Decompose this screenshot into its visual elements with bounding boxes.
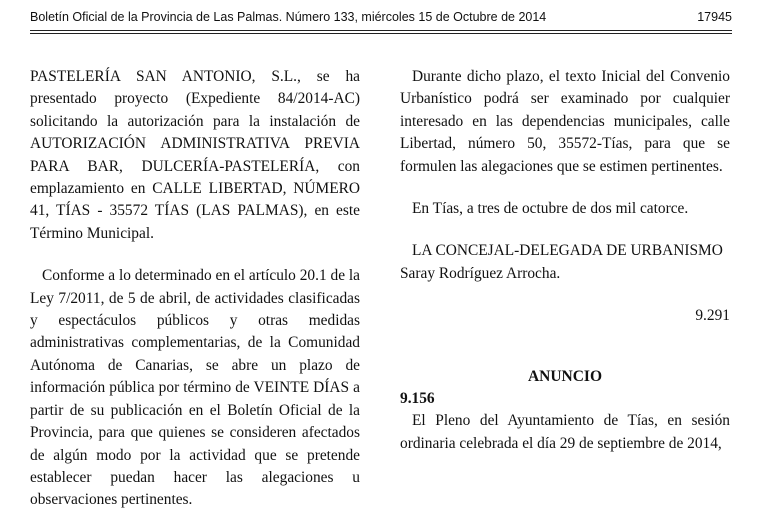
reference-number: 9.291 [695,307,730,325]
left-column [30,66,360,512]
convenio-paragraph: Durante dicho plazo, el texto Inicial del Convenio Urbanístico podrá ser examinado por cualquier interesado en las dependencias municipales, calle Libertad, número 50, 35572-Tías, para que se formulen las alegaciones que se estimen pertinentes. [400,68,730,175]
announcement-number: 9.156 [400,390,435,408]
header-rule-bottom [30,33,732,34]
announcement-text: El Pleno del Ayuntamiento de Tías, en sesión ordinaria celebrada el día 29 de septiembre de 2014, [400,412,730,452]
header-rule-top [30,30,732,31]
signer-name: Saray Rodríguez Arrocha. [400,264,561,282]
place-date: En Tías, a tres de octubre de dos mil catorce. [412,200,689,218]
signer-title: LA CONCEJAL-DELEGADA DE URBANISMO [412,242,723,260]
right-column [400,66,730,455]
public-information-paragraph: Conforme a lo determinado en el artículo 20.1 de la Ley 7/2011, de 5 de abril, de actividades clasificadas y espectáculos públicos y otras medidas administrativas complementarias, de la Comunidad Autónoma de Canarias, se abre un plazo de información pública por término de VEINTE DÍAS a partir de su publicación en el Boletín Oficial de la Provincia, para que quienes se consideren afectados de algún modo por la actividad que se pretende establecer puedan hacer las alegaciones u observaciones pertinentes. [30,267,360,509]
page-header [30,10,732,28]
bulletin-title: Boletín Oficial de la Provincia de Las Palmas. Número 133, miércoles 15 de Octubre de 2014 [30,10,547,24]
page-number: 17945 [697,10,732,24]
announcement-heading: ANUNCIO [527,367,603,385]
license-request-paragraph: PASTELERÍA SAN ANTONIO, S.L., se ha presentado proyecto (Expediente 84/2014-AC) solicitando la autorización para la instalación de AUTORIZACIÓN ADMINISTRATIVA PREVIA PARA BAR, DULCERÍA-PASTELERÍA, con emplazamiento en CALLE LIBERTAD, NÚMERO 41, TÍAS - 35572 TÍAS (LAS PALMAS), en este Término Municipal. [30,68,360,242]
